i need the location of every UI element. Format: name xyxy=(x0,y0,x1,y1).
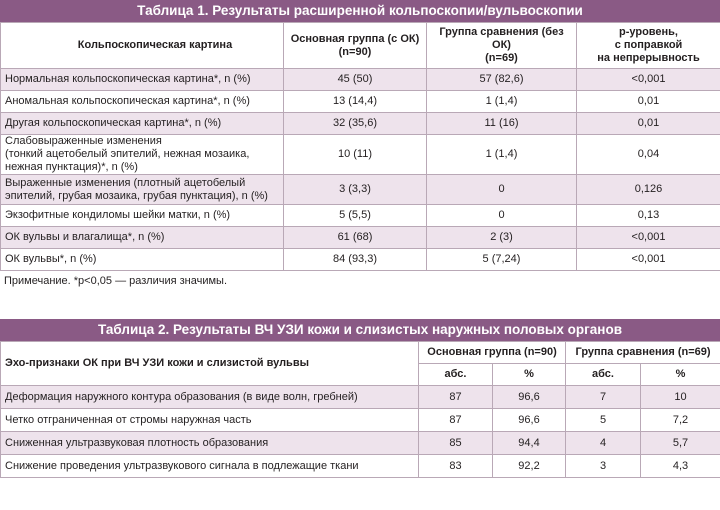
main-pct-value: 92,2 xyxy=(493,455,566,478)
row-label: Экзофитные кондиломы шейки матки, n (%) xyxy=(1,205,284,227)
main-pct-value: 96,6 xyxy=(493,409,566,432)
table1-row xyxy=(1,69,720,91)
row-label: Четко отграниченная от стромы наружная часть xyxy=(1,409,419,432)
compare-group-value: 1 (1,4) xyxy=(427,91,577,113)
table2-row xyxy=(1,409,720,432)
compare-group-value: 57 (82,6) xyxy=(427,69,577,91)
compare-pct-value: 4,3 xyxy=(641,455,720,478)
row-label: Выраженные изменения (плотный ацетобелый эпителий, грубая мозаика, грубая пунктация), n (%) xyxy=(1,175,284,205)
main-group-value: 84 (93,3) xyxy=(284,249,427,271)
main-abs-value: 83 xyxy=(419,455,493,478)
p-value: <0,001 xyxy=(577,249,720,271)
table1 xyxy=(0,22,720,271)
main-group-value: 61 (68) xyxy=(284,227,427,249)
table1-row xyxy=(1,91,720,113)
p-value: 0,01 xyxy=(577,113,720,135)
compare-pct-value: 7,2 xyxy=(641,409,720,432)
main-abs-value: 87 xyxy=(419,386,493,409)
main-group-value: 5 (5,5) xyxy=(284,205,427,227)
table1-row xyxy=(1,249,720,271)
compare-group-value: 11 (16) xyxy=(427,113,577,135)
p-value: <0,001 xyxy=(577,69,720,91)
table1-note: Примечание. *p<0,05 — различия значимы. xyxy=(4,275,228,287)
main-abs-value: 87 xyxy=(419,409,493,432)
row-label: Другая кольпоскопическая картина*, n (%) xyxy=(1,113,284,135)
row-label: Сниженная ультразвуковая плотность образования xyxy=(1,432,419,455)
table2-row xyxy=(1,386,720,409)
main-group-value: 10 (11) xyxy=(284,135,427,175)
table1-row xyxy=(1,227,720,249)
compare-group-value: 1 (1,4) xyxy=(427,135,577,175)
main-group-value: 3 (3,3) xyxy=(284,175,427,205)
compare-pct-value: 10 xyxy=(641,386,720,409)
header2-main-group: Основная группа (n=90) xyxy=(419,342,566,364)
compare-group-value: 0 xyxy=(427,175,577,205)
compare-group-value: 5 (7,24) xyxy=(427,249,577,271)
table2-title: Таблица 2. Результаты ВЧ УЗИ кожи и слизистых наружных половых органов xyxy=(0,319,720,341)
header-compare-label: Группа сравнения (без ОК) xyxy=(439,26,564,51)
header-main-group xyxy=(284,23,427,69)
row-label: Деформация наружного контура образования (в виде волн, гребней) xyxy=(1,386,419,409)
header-main-n: (n=90) xyxy=(338,45,372,58)
table1-title: Таблица 1. Результаты расширенной кольпоскопии/вульвоскопии xyxy=(0,0,720,22)
row-label: Слабовыраженные изменения (тонкий ацетобелый эпителий, нежная мозаика, нежная пунктация)*, n (%) xyxy=(1,135,284,175)
table1-row xyxy=(1,205,720,227)
header2-main-abs: абс. xyxy=(419,364,493,386)
compare-pct-value: 5,7 xyxy=(641,432,720,455)
header-main-label: Основная группа (с ОК) xyxy=(290,32,420,45)
row-label: ОК вульвы*, n (%) xyxy=(1,249,284,271)
header2-main-pct: % xyxy=(493,364,566,386)
compare-group-value: 0 xyxy=(427,205,577,227)
header-picture: Кольпоскопическая картина xyxy=(1,23,284,69)
main-group-value: 45 (50) xyxy=(284,69,427,91)
header2-cmp-pct: % xyxy=(641,364,720,386)
header2-compare-group: Группа сравнения (n=69) xyxy=(566,342,720,364)
compare-group-value: 2 (3) xyxy=(427,227,577,249)
table2-row xyxy=(1,432,720,455)
compare-abs-value: 3 xyxy=(566,455,641,478)
table1-row xyxy=(1,175,720,205)
compare-abs-value: 4 xyxy=(566,432,641,455)
main-group-value: 32 (35,6) xyxy=(284,113,427,135)
row-label: Нормальная кольпоскопическая картина*, n (%) xyxy=(1,69,284,91)
main-pct-value: 96,6 xyxy=(493,386,566,409)
row-label: ОК вульвы и влагалища*, n (%) xyxy=(1,227,284,249)
row-label: Аномальная кольпоскопическая картина*, n (%) xyxy=(1,91,284,113)
table2 xyxy=(0,341,720,478)
compare-abs-value: 7 xyxy=(566,386,641,409)
main-group-value: 13 (14,4) xyxy=(284,91,427,113)
p-value: 0,01 xyxy=(577,91,720,113)
table1-row xyxy=(1,135,720,175)
header-p-level: р-уровень, с поправкой на непрерывность xyxy=(577,23,720,69)
compare-abs-value: 5 xyxy=(566,409,641,432)
table1-row xyxy=(1,113,720,135)
table2-row xyxy=(1,455,720,478)
header-compare-n: (n=69) xyxy=(485,52,518,64)
main-pct-value: 94,4 xyxy=(493,432,566,455)
header2-cmp-abs: абс. xyxy=(566,364,641,386)
p-value: 0,126 xyxy=(577,175,720,205)
p-value: 0,13 xyxy=(577,205,720,227)
p-value: 0,04 xyxy=(577,135,720,175)
p-value: <0,001 xyxy=(577,227,720,249)
header-sign: Эхо-признаки ОК при ВЧ УЗИ кожи и слизистой вульвы xyxy=(1,342,419,386)
header-compare-group xyxy=(427,23,577,69)
main-abs-value: 85 xyxy=(419,432,493,455)
row-label: Снижение проведения ультразвукового сигнала в подлежащие ткани xyxy=(1,455,419,478)
